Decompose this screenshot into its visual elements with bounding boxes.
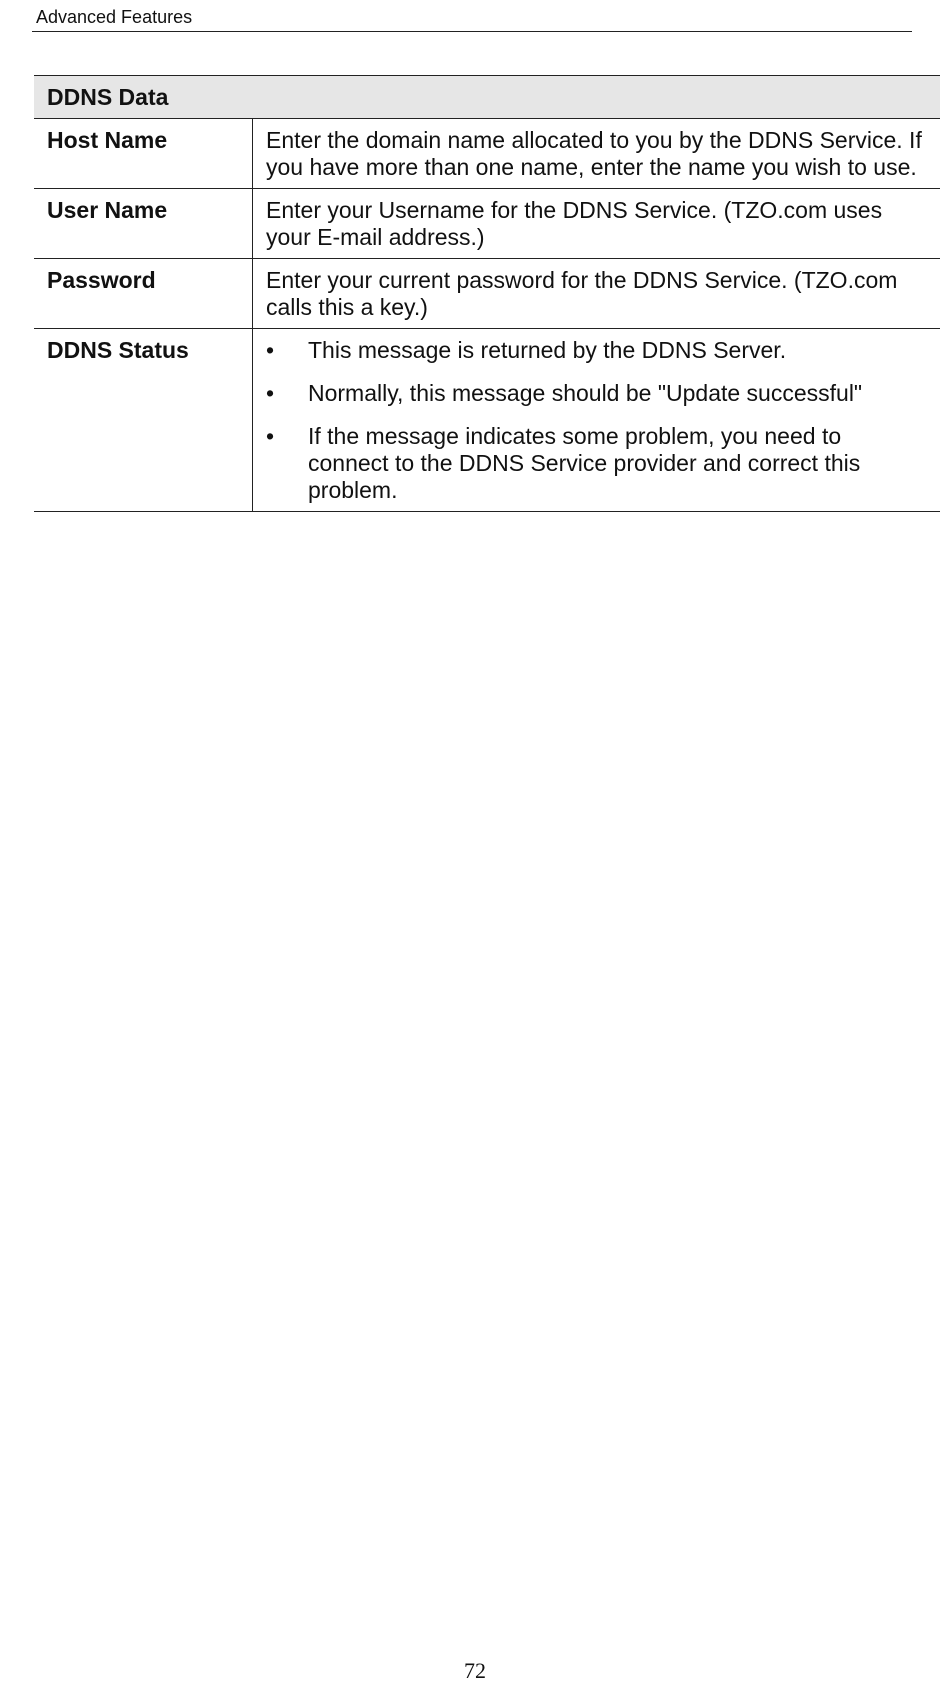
list-item xyxy=(266,380,927,407)
table-row-user-name xyxy=(34,189,940,259)
table-row-host-name xyxy=(34,119,940,189)
ddns-data-table xyxy=(34,75,940,512)
description-host-name: Enter the domain name allocated to you by the DDNS Service. If you have more than one name, enter the name you wish to use. xyxy=(253,119,941,189)
page-number: 72 xyxy=(464,1658,486,1683)
bullet-text: Normally, this message should be "Update successful" xyxy=(308,380,863,406)
running-header xyxy=(32,6,912,32)
list-item xyxy=(266,423,927,504)
bullet-icon: • xyxy=(266,380,275,406)
table-header-row xyxy=(34,76,940,119)
bullet-text: If the message indicates some problem, you need to connect to the DDNS Service provider and correct this problem. xyxy=(308,423,861,503)
bullet-text: This message is returned by the DDNS Server. xyxy=(308,337,787,363)
table-row-ddns-status xyxy=(34,329,940,512)
description-password: Enter your current password for the DDNS Service. (TZO.com calls this a key.) xyxy=(253,259,941,329)
bullet-icon: • xyxy=(266,337,275,363)
term-password: Password xyxy=(34,259,253,329)
ddns-status-bullet-list xyxy=(266,337,927,504)
table-row-password xyxy=(34,259,940,329)
description-ddns-status xyxy=(253,329,941,512)
term-host-name: Host Name xyxy=(34,119,253,189)
list-item xyxy=(266,337,927,364)
term-user-name: User Name xyxy=(34,189,253,259)
bullet-icon: • xyxy=(266,423,275,449)
term-ddns-status: DDNS Status xyxy=(34,329,253,512)
table-section-title: DDNS Data xyxy=(34,76,940,119)
running-header-title: Advanced Features xyxy=(36,7,193,27)
description-user-name: Enter your Username for the DDNS Service. (TZO.com uses your E-mail address.) xyxy=(253,189,941,259)
